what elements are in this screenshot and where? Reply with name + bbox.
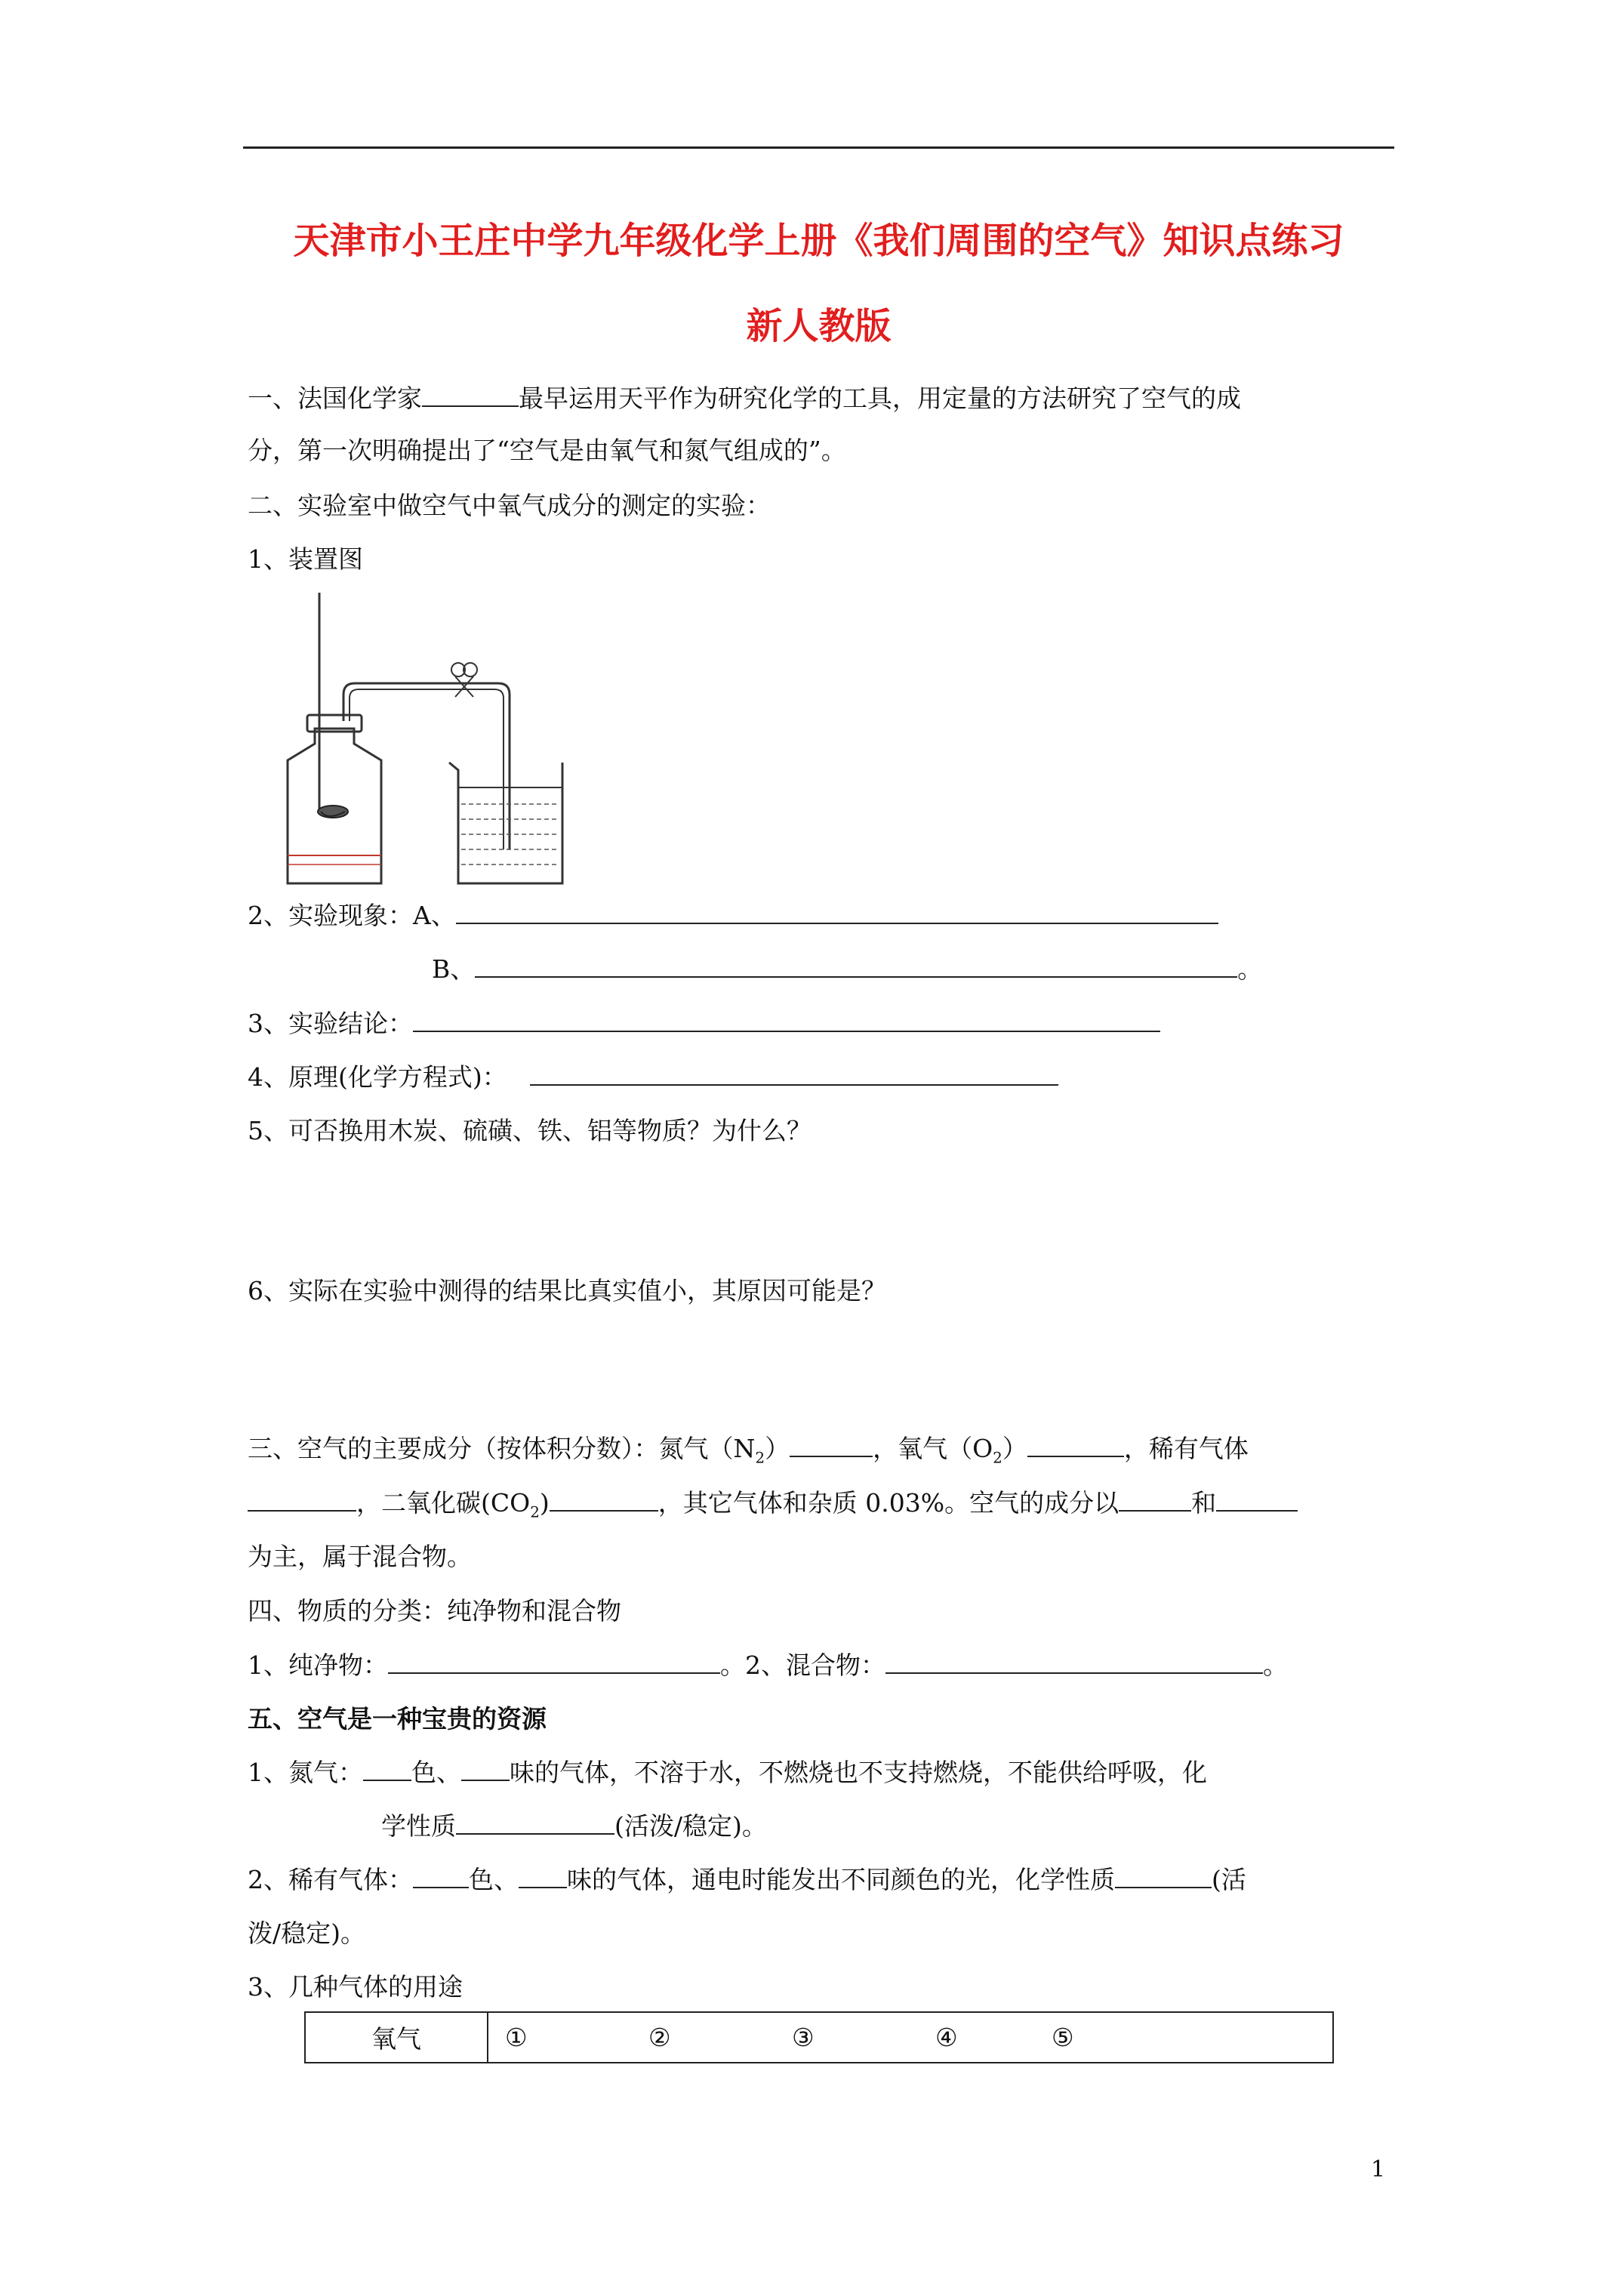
q2-heading: 二、实验室中做空气中氧气成分的测定的实验： bbox=[248, 491, 771, 520]
q3-text-i: 和 bbox=[1191, 1488, 1217, 1518]
phenomenon-b-end: 。 bbox=[1237, 954, 1263, 984]
q3-sub-co2: 2 bbox=[530, 1502, 540, 1521]
n2-property-blank[interactable] bbox=[456, 1811, 614, 1835]
q5-rare-line-2: 泼/稳定)。 bbox=[248, 1918, 365, 1948]
phenomenon-b-label: B、 bbox=[432, 954, 476, 984]
header-rule bbox=[243, 146, 1394, 149]
q5-uses-heading: 3、几种气体的用途 bbox=[248, 1972, 463, 2002]
principle-blank[interactable] bbox=[530, 1062, 1058, 1086]
n2-text-b: 色、 bbox=[411, 1758, 461, 1787]
q2-item-3 bbox=[248, 1004, 1160, 1040]
q3-line-3: 为主，属于混合物。 bbox=[248, 1542, 472, 1571]
table-row bbox=[305, 2012, 1333, 2063]
q3-text-b: ） bbox=[765, 1434, 790, 1463]
main-component-2-blank[interactable] bbox=[1216, 1487, 1298, 1512]
title-line-2: 新人教版 bbox=[746, 305, 892, 347]
q5-nitrogen-line-2 bbox=[381, 1807, 767, 1842]
phenomenon-b-blank[interactable] bbox=[475, 954, 1237, 978]
q2-item-6: 6、实际在实验中测得的结果比真实值小，其原因可能是？ bbox=[248, 1276, 886, 1305]
q1-line-1 bbox=[248, 379, 1241, 415]
q5-nitrogen-line-1 bbox=[248, 1753, 1207, 1789]
n2-label: 1、氮气： bbox=[248, 1758, 363, 1787]
rare-gas-blank[interactable] bbox=[248, 1487, 356, 1512]
n2-text-e: (活泼/稳定)。 bbox=[614, 1811, 767, 1841]
oxygen-blank[interactable] bbox=[1027, 1433, 1124, 1457]
q3-text-a: 三、空气的主要成分（按体积分数）：氮气（N bbox=[248, 1434, 756, 1463]
q3-text-g: ) bbox=[539, 1488, 550, 1518]
q3-text-e: ，稀有气体 bbox=[1123, 1434, 1249, 1463]
q1-line-2: 分，第一次明确提出了“空气是由氧气和氮气组成的”。 bbox=[248, 436, 846, 465]
q3-sub-o2: 2 bbox=[993, 1448, 1002, 1467]
use-mark-5: ⑤ bbox=[1052, 2023, 1074, 2052]
q2-item-1: 1、装置图 bbox=[248, 544, 363, 574]
q3-sub-n2: 2 bbox=[755, 1448, 765, 1467]
use-mark-2: ② bbox=[648, 2023, 671, 2052]
rare-label: 2、稀有气体： bbox=[248, 1865, 413, 1894]
n2-color-blank[interactable] bbox=[363, 1757, 411, 1781]
oxygen-row-label: 氧气 bbox=[305, 2012, 488, 2063]
q2-item-5: 5、可否换用木炭、硫磺、铁、铝等物质？为什么？ bbox=[248, 1116, 812, 1145]
gas-uses-table bbox=[304, 2011, 1334, 2063]
principle-label: 4、原理(化学方程式)： bbox=[248, 1062, 507, 1092]
q4-end: 。 bbox=[1263, 1650, 1288, 1680]
n2-text-d: 学性质 bbox=[381, 1811, 456, 1841]
co2-blank[interactable] bbox=[550, 1487, 658, 1512]
q1-suffix: 最早运用天平作为研究化学的工具，用定量的方法研究了空气的成 bbox=[519, 384, 1241, 413]
rare-color-blank[interactable] bbox=[413, 1864, 469, 1888]
q5-heading: 五、空气是一种宝贵的资源 bbox=[248, 1704, 547, 1734]
q1-blank[interactable] bbox=[422, 383, 519, 407]
use-mark-1: ① bbox=[505, 2023, 528, 2052]
conclusion-blank[interactable] bbox=[413, 1008, 1160, 1032]
nitrogen-blank[interactable] bbox=[790, 1433, 873, 1457]
mixture-label: 。2、混合物： bbox=[720, 1650, 885, 1680]
n2-smell-blank[interactable] bbox=[461, 1757, 510, 1781]
q1-prefix: 一、法国化学家 bbox=[248, 384, 422, 413]
mixture-blank[interactable] bbox=[885, 1650, 1263, 1674]
title-line-1: 天津市小王庄中学九年级化学上册《我们周围的空气》知识点练习 bbox=[293, 220, 1344, 262]
q3-text-d: ） bbox=[1002, 1434, 1027, 1463]
phenomenon-a-blank[interactable] bbox=[456, 900, 1218, 924]
phenomenon-a-label: 2、实验现象：A、 bbox=[248, 901, 456, 930]
q3-line-1 bbox=[248, 1429, 1249, 1467]
q3-text-h: ，其它气体和杂质 0.03%。空气的成分以 bbox=[658, 1488, 1119, 1518]
page-number: 1 bbox=[1371, 2156, 1386, 2183]
q4-items bbox=[248, 1646, 1288, 1681]
rare-text-c: 味的气体，通电时能发出不同颜色的光，化学性质 bbox=[567, 1865, 1115, 1894]
n2-text-c: 味的气体，不溶于水，不燃烧也不支持燃烧，不能供给呼吸，化 bbox=[510, 1758, 1207, 1787]
main-component-1-blank[interactable] bbox=[1119, 1487, 1191, 1512]
q4-heading: 四、物质的分类：纯净物和混合物 bbox=[248, 1596, 621, 1626]
q2-item-4 bbox=[248, 1058, 1058, 1093]
use-mark-4: ④ bbox=[935, 2023, 958, 2052]
use-mark-3: ③ bbox=[792, 2023, 815, 2052]
q2-item-2a bbox=[248, 896, 1218, 932]
q3-text-f: ，二氧化碳(CO bbox=[356, 1488, 531, 1518]
q2-item-2b bbox=[432, 950, 1262, 985]
rare-smell-blank[interactable] bbox=[519, 1864, 567, 1888]
rare-property-blank[interactable] bbox=[1115, 1864, 1212, 1888]
q5-rare-line-1 bbox=[248, 1860, 1246, 1896]
oxygen-uses-cell[interactable] bbox=[488, 2012, 1333, 2063]
rare-text-d: (活 bbox=[1212, 1865, 1246, 1894]
apparatus-diagram bbox=[260, 585, 577, 887]
pure-label: 1、纯净物： bbox=[248, 1650, 388, 1680]
q3-line-2 bbox=[248, 1484, 1298, 1521]
conclusion-label: 3、实验结论： bbox=[248, 1009, 413, 1038]
pure-blank[interactable] bbox=[388, 1650, 720, 1674]
q3-text-c: ，氧气（O bbox=[873, 1434, 993, 1463]
rare-text-b: 色、 bbox=[469, 1865, 519, 1894]
